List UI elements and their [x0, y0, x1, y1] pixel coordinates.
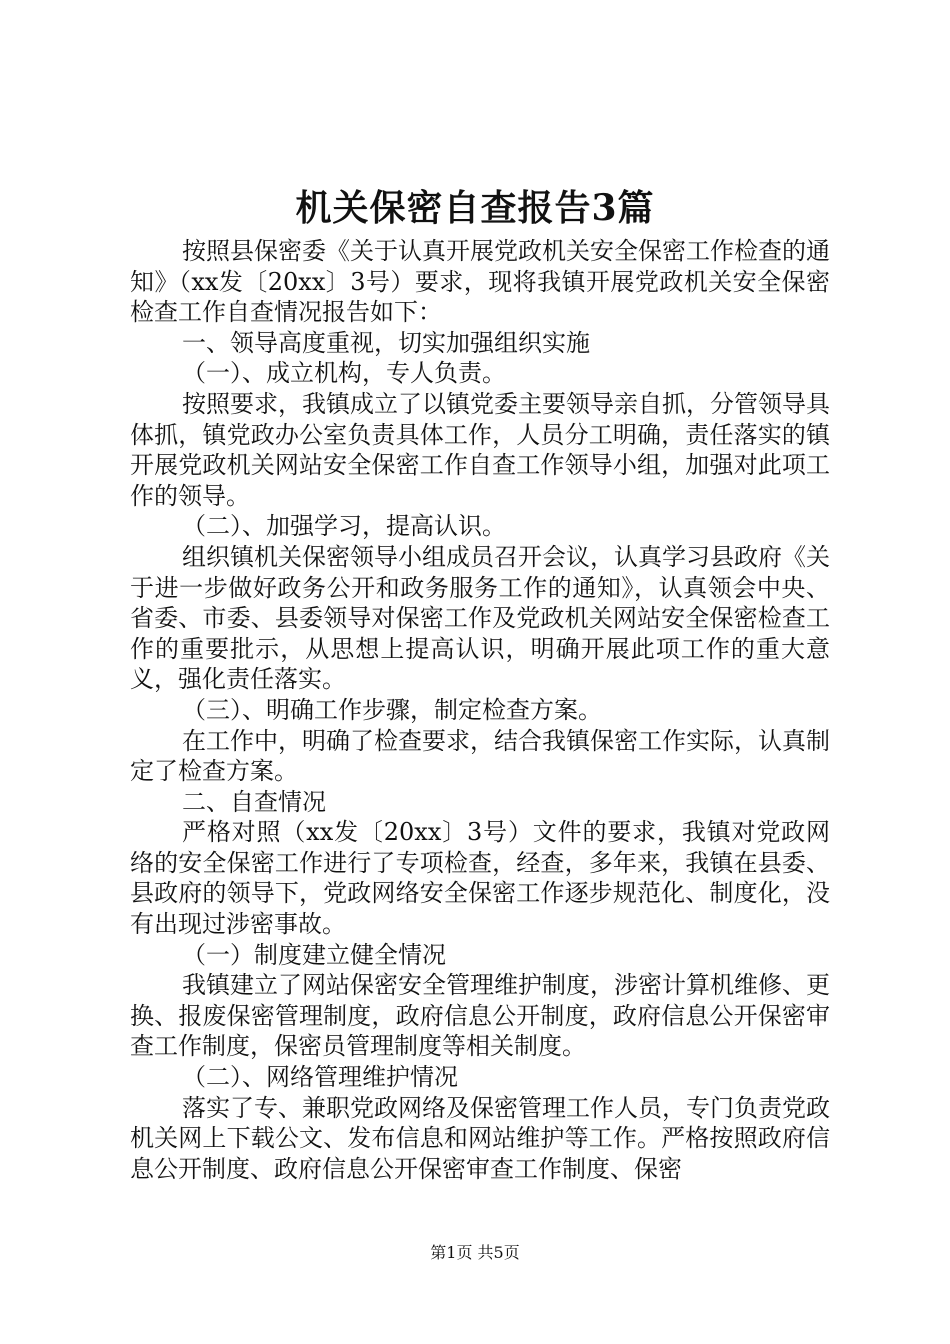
subsection-heading-1-3: （三）、明确工作步骤，制定检查方案。 [182, 695, 602, 724]
document-title: 机关保密自查报告3篇 [295, 187, 655, 229]
subsection-heading-2-2: （二）、网络管理维护情况 [182, 1063, 458, 1092]
subsection-heading-1-2: （二）、加强学习，提高认识。 [182, 512, 506, 541]
paragraph-intro: 按照县保密委《关于认真开展党政机关安全保密工作检查的通知》（xx发〔20xx〕3号）要求，现将我镇开展党政机关安全保密检查工作自查情况报告如下： [130, 237, 830, 327]
subsection-heading-2-1: （一）制度建立健全情况 [182, 940, 446, 969]
paragraph-body: 按照要求，我镇成立了以镇党委主要领导亲自抓，分管领导具体抓，镇党政办公室负责具体工作，人员分工明确，责任落实的镇开展党政机关网站安全保密工作自查工作领导小组，加强对此项工作的领导。 [130, 389, 830, 510]
subsection-heading-1-1: （一）、成立机构，专人负责。 [182, 359, 506, 388]
document-body [130, 236, 830, 1184]
paragraph-body: 在工作中，明确了检查要求，结合我镇保密工作实际，认真制定了检查方案。 [130, 726, 830, 786]
paragraph-body: 组织镇机关保密领导小组成员召开会议，认真学习县政府《关于进一步做好政务公开和政务服务工作的通知》，认真领会中央、省委、市委、县委领导对保密工作及党政机关网站安全保密检查工作的重要批示，从思想上提高认识，明确开展此项工作的重大意义，强化责任落实。 [130, 542, 830, 694]
section-heading-2: 二、自查情况 [182, 787, 326, 816]
paragraph-body: 我镇建立了网站保密安全管理维护制度，涉密计算机维修、更换、报废保密管理制度，政府信息公开制度，政府信息公开保密审查工作制度，保密员管理制度等相关制度。 [130, 971, 830, 1061]
page-number-footer: 第1页 共5页 [430, 1243, 520, 1262]
paragraph-body: 落实了专、兼职党政网络及保密管理工作人员，专门负责党政机关网上下载公文、发布信息和网站维护等工作。严格按照政府信息公开制度、政府信息公开保密审查工作制度、保密 [130, 1093, 830, 1183]
paragraph-body: 严格对照（xx发〔20xx〕3号）文件的要求，我镇对党政网络的安全保密工作进行了专项检查，经查，多年来，我镇在县委、县政府的领导下，党政网络安全保密工作逐步规范化、制度化，没有出现过涉密事故。 [130, 818, 830, 939]
section-heading-1: 一、领导高度重视，切实加强组织实施 [182, 328, 590, 357]
